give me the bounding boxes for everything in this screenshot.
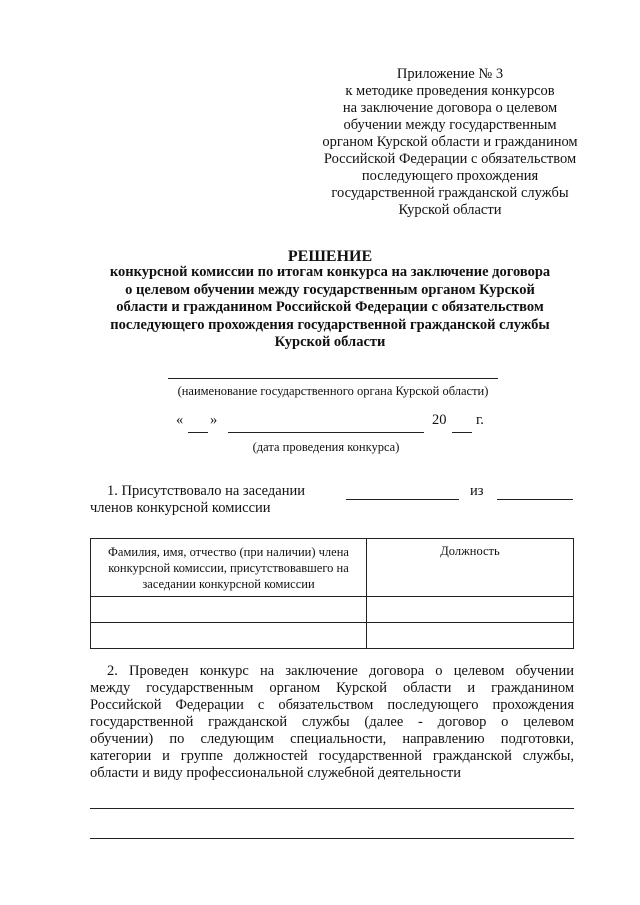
organ-name-caption: (наименование государственного органа Курской области) — [177, 384, 489, 398]
subtitle-line: о целевом обучении между государственным органом Курской — [125, 281, 535, 298]
item2-line: обучении) по следующим специальности, направлению подготовки, — [90, 731, 574, 747]
table-header-line: конкурсной комиссии, присутствовавшего на — [108, 561, 349, 575]
appendix-line: обучении между государственным — [343, 117, 557, 133]
date-year-prefix: 20 — [432, 412, 447, 428]
appendix-header — [300, 66, 600, 219]
item2-line: области и виду профессиональной служебной деятельности — [90, 765, 462, 781]
subtitle-line: последующего прохождения государственной гражданской службы — [110, 316, 550, 333]
table-header-name — [91, 539, 367, 597]
item1-text-start: 1. Присутствовало на заседании — [107, 483, 306, 499]
appendix-line: на заключение договора о целевом — [342, 100, 558, 116]
table-header-line: Фамилия, имя, отчество (при наличии) члена — [108, 545, 349, 559]
item2-line: между государственным органом Курской области и гражданином — [90, 680, 574, 696]
table-header-position: Должность — [367, 539, 574, 597]
table-cell-position[interactable] — [367, 597, 574, 623]
appendix-line: Российской Федерации с обязательством — [323, 151, 577, 167]
item2-line: 2. Проведен конкурс на заключение договора о целевом обучении — [107, 663, 574, 679]
date-day-line — [188, 432, 208, 433]
table-row — [91, 597, 574, 623]
date-close-quote: » — [210, 412, 218, 428]
appendix-line: последующего прохождения — [361, 168, 539, 184]
date-year-suffix: г. — [476, 412, 484, 428]
appendix-line: Курской области — [398, 202, 502, 218]
subtitle-line: Курской области — [274, 334, 386, 350]
fill-line — [90, 838, 574, 839]
date-caption: (дата проведения конкурса) — [252, 440, 400, 454]
item1-text-end: членов конкурсной комиссии — [90, 500, 271, 516]
subtitle-line: области и гражданином Российской Федерации с обязательством — [116, 299, 544, 315]
item2-line: Российской Федерации с обязательством последующего прохождения — [90, 697, 574, 713]
fill-line — [90, 808, 574, 809]
table-header-line: заседании конкурсной комиссии — [142, 577, 315, 591]
document-subtitle — [80, 264, 580, 352]
item1-of: из — [470, 483, 484, 499]
document-title: РЕШЕНИЕ — [287, 248, 373, 265]
appendix-line: органом Курской области и гражданином — [322, 134, 578, 150]
date-month-line — [228, 432, 424, 433]
organ-name-line — [168, 378, 498, 379]
item1-present-line — [346, 499, 459, 500]
subtitle-line: конкурсной комиссии по итогам конкурса на заключение договора — [109, 264, 551, 280]
date-year-line — [452, 432, 472, 433]
item2-paragraph — [90, 663, 574, 782]
table-row — [91, 623, 574, 649]
date-open-quote: « — [176, 412, 184, 428]
item2-line: государственной гражданской службы (далее - договор о целевом — [90, 714, 574, 730]
appendix-line: Приложение № 3 — [396, 66, 504, 82]
table-cell-position[interactable] — [367, 623, 574, 649]
table-cell-name[interactable] — [91, 623, 367, 649]
table-cell-name[interactable] — [91, 597, 367, 623]
appendix-line: государственной гражданской службы — [331, 185, 569, 201]
item1-total-line — [497, 499, 573, 500]
item2-line: категории и группе должностей государственной гражданской службы, — [90, 748, 574, 764]
appendix-line: к методике проведения конкурсов — [345, 83, 555, 99]
members-table — [90, 538, 574, 649]
